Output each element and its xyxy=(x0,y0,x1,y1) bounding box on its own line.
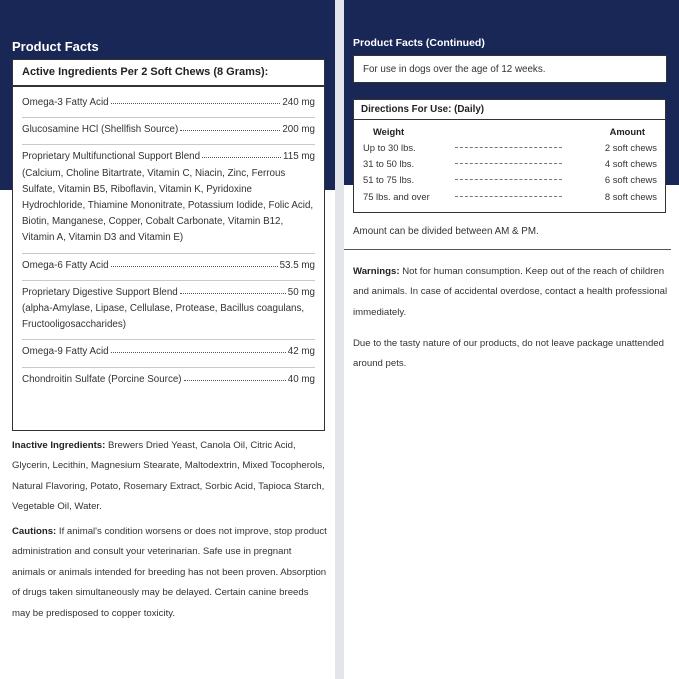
product-facts-panel xyxy=(0,0,335,679)
panel-gutter xyxy=(335,0,344,679)
panel-title: Product Facts xyxy=(12,39,99,54)
ingredient-components: (Calcium, Choline Bitartrate, Vitamin C, Niacin, Zinc, Ferrous Sulfate, Vitamin B5, Riboflavin, Vitamin K, Pyridoxine Hydrochloride, Thiamine Mononitrate, Potassium Iodide, Folic Acid, Biotin, Manganese, Copper, Cobalt Carbonate, Vitamin B12, Vitamin A, Vitamin D3 and Vitamin E) xyxy=(22,167,314,244)
dosage-row xyxy=(354,188,665,204)
ingredient-row xyxy=(22,281,315,341)
dosage-amount: 2 soft chews xyxy=(604,141,657,153)
amount-column-header: Amount xyxy=(609,126,645,137)
warnings-label: Warnings: xyxy=(353,266,400,277)
ingredient-name: Omega-3 Fatty Acid xyxy=(22,97,109,108)
ingredient-line xyxy=(22,258,315,274)
ingredient-line xyxy=(22,149,315,165)
cautions xyxy=(12,522,327,624)
dosage-weight: 75 lbs. and over xyxy=(363,190,430,202)
divider xyxy=(344,249,671,250)
dosage-row xyxy=(354,155,665,171)
ingredient-amount: 50 mg xyxy=(287,286,315,298)
dosage-amount: 4 soft chews xyxy=(604,157,657,169)
warnings-text: Not for human consumption. Keep out of the reach of children and animals. In case of accidental overdose, contact a health professional immediately. xyxy=(353,266,668,318)
leader-dashes xyxy=(455,163,562,164)
directions-header: Directions For Use: (Daily) xyxy=(354,100,665,120)
inactive-ingredients xyxy=(12,436,327,518)
ingredient-name: Glucosamine HCl (Shellfish Source) xyxy=(22,124,179,136)
ingredient-row xyxy=(22,91,315,118)
leader-dots xyxy=(184,371,286,381)
leader-dots xyxy=(202,148,281,158)
leader-dots xyxy=(111,94,281,104)
leader-dots xyxy=(180,284,286,294)
ingredient-amount: 200 mg xyxy=(282,124,315,136)
dosage-weight: 51 to 75 lbs. xyxy=(363,174,415,186)
ingredient-name: Proprietary Digestive Support Blend xyxy=(22,286,178,298)
ingredient-row xyxy=(22,145,315,253)
ingredient-line xyxy=(22,122,315,138)
ingredient-name: Proprietary Multifunctional Support Blend xyxy=(22,151,201,163)
leader-dashes xyxy=(455,179,562,180)
cautions-label: Cautions: xyxy=(12,526,57,537)
tasty-note: Due to the tasty nature of our products, do not leave package unattended around pets. xyxy=(353,338,664,370)
product-facts-continued-panel xyxy=(344,0,679,679)
ingredient-line xyxy=(22,95,315,111)
active-ingredients-header: Active Ingredients Per 2 Soft Chews (8 Grams): xyxy=(13,60,324,87)
dosage-weight: 31 to 50 lbs. xyxy=(363,157,415,169)
ingredient-amount: 53.5 mg xyxy=(279,259,315,271)
dosage-amount: 8 soft chews xyxy=(604,190,657,202)
ingredient-name: Omega-9 Fatty Acid xyxy=(22,346,109,358)
ingredient-line xyxy=(22,285,315,301)
directions-box xyxy=(353,99,666,213)
leader-dots xyxy=(111,343,286,353)
dosage-row xyxy=(354,172,665,188)
inactive-label: Inactive Ingredients: xyxy=(12,440,106,451)
panel-title: Product Facts (Continued) xyxy=(353,37,485,49)
use-note-box: For use in dogs over the age of 12 weeks. xyxy=(353,55,667,83)
leader-dots xyxy=(180,121,280,131)
divide-note: Amount can be divided between AM & PM. xyxy=(353,226,539,237)
active-ingredients-box xyxy=(12,59,325,431)
inactive-text: Brewers Dried Yeast, Canola Oil, Citric Acid, Glycerin, Lecithin, Magnesium Stearate, Maltodextrin, Mixed Tocopherols, Natural Flavoring, Potato, Rosemary Extract, Sorbic Acid, Tapioca Starch, Vegetable Oil, Water. xyxy=(12,440,325,513)
ingredient-line xyxy=(22,372,315,388)
dosage-row xyxy=(354,139,665,155)
ingredient-row xyxy=(22,118,315,145)
dosage-weight: Up to 30 lbs. xyxy=(363,141,416,153)
leader-dots xyxy=(111,257,278,267)
ingredient-row xyxy=(22,340,315,367)
ingredient-amount: 115 mg xyxy=(283,151,315,163)
ingredient-row xyxy=(22,368,315,394)
ingredient-name: Chondroitin Sulfate (Porcine Source) xyxy=(22,373,182,385)
ingredient-row xyxy=(22,254,315,281)
weight-column-header: Weight xyxy=(373,126,405,137)
ingredient-amount: 240 mg xyxy=(282,97,315,108)
directions-column-headers xyxy=(354,120,665,139)
warnings xyxy=(353,262,671,323)
leader-dashes xyxy=(455,196,562,197)
ingredient-name: Omega-6 Fatty Acid xyxy=(22,259,109,271)
cautions-text: If animal's condition worsens or does not improve, stop product administration and consult your veterinarian. Safe use in pregnant animals or animals intended for breeding has not been proven. Absorption of drugs taken simultaneously may be delayed. Certain canine breeds may be predisposed to copper toxicity. xyxy=(12,526,327,619)
leader-dashes xyxy=(455,147,562,148)
ingredient-amount: 40 mg xyxy=(287,373,315,385)
ingredient-line xyxy=(22,344,315,360)
ingredient-amount: 42 mg xyxy=(287,346,315,358)
dosage-rows xyxy=(354,139,665,204)
ingredient-components: (alpha-Amylase, Lipase, Cellulase, Protease, Bacillus coagulans, Fructooligosaccharides) xyxy=(22,303,305,331)
dosage-amount: 6 soft chews xyxy=(604,174,657,186)
ingredient-list xyxy=(13,87,324,394)
